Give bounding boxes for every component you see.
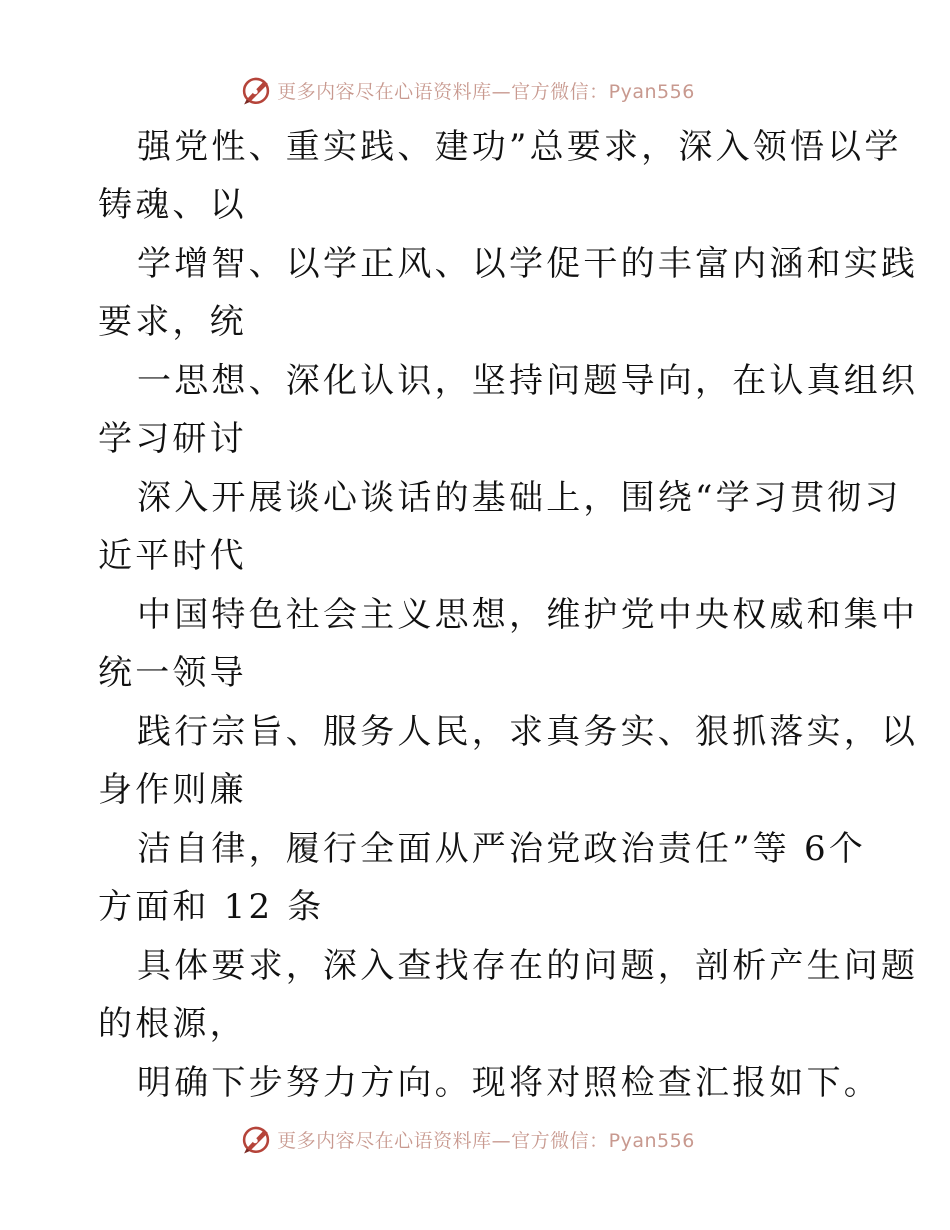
text-line: 身作则廉 bbox=[98, 770, 247, 810]
text-line: 洁自律，履行全面从严治党政治责任”等 6个 bbox=[137, 829, 867, 869]
watermark-header bbox=[0, 70, 950, 110]
text-line: 近平时代 bbox=[98, 536, 247, 576]
text-line: 要求，统 bbox=[98, 302, 247, 342]
pen-seal-icon bbox=[239, 73, 273, 107]
text-line: 具体要求，深入查找存在的问题，剖析产生问题 bbox=[137, 946, 919, 986]
text-line: 深入开展谈心谈话的基础上，围绕“学习贯彻习 bbox=[137, 478, 902, 518]
text-line: 一思想、深化认识，坚持问题导向，在认真组织 bbox=[137, 361, 919, 401]
text-line: 的根源， bbox=[98, 1004, 247, 1044]
watermark-text: 更多内容尽在心语资料库—官方微信：Pyan556 bbox=[277, 80, 695, 103]
text-line: 统一领导 bbox=[98, 653, 247, 693]
text-line: 方面和 12 条 bbox=[98, 887, 325, 927]
watermark-text: 更多内容尽在心语资料库—官方微信：Pyan556 bbox=[277, 1129, 695, 1152]
watermark-footer bbox=[0, 1119, 950, 1159]
text-line: 铸魂、以 bbox=[98, 185, 247, 225]
pen-seal-icon bbox=[239, 1122, 273, 1156]
text-line: 践行宗旨、服务人民，求真务实、狠抓落实，以 bbox=[137, 712, 919, 752]
text-line: 学习研讨 bbox=[98, 419, 247, 459]
text-line: 中国特色社会主义思想，维护党中央权威和集中 bbox=[137, 595, 919, 635]
text-line: 明确下步努力方向。现将对照检查汇报如下。 bbox=[137, 1063, 881, 1103]
text-line: 强党性、重实践、建功”总要求，深入领悟以学 bbox=[137, 127, 902, 167]
text-line: 学增智、以学正风、以学促干的丰富内涵和实践 bbox=[137, 244, 919, 284]
